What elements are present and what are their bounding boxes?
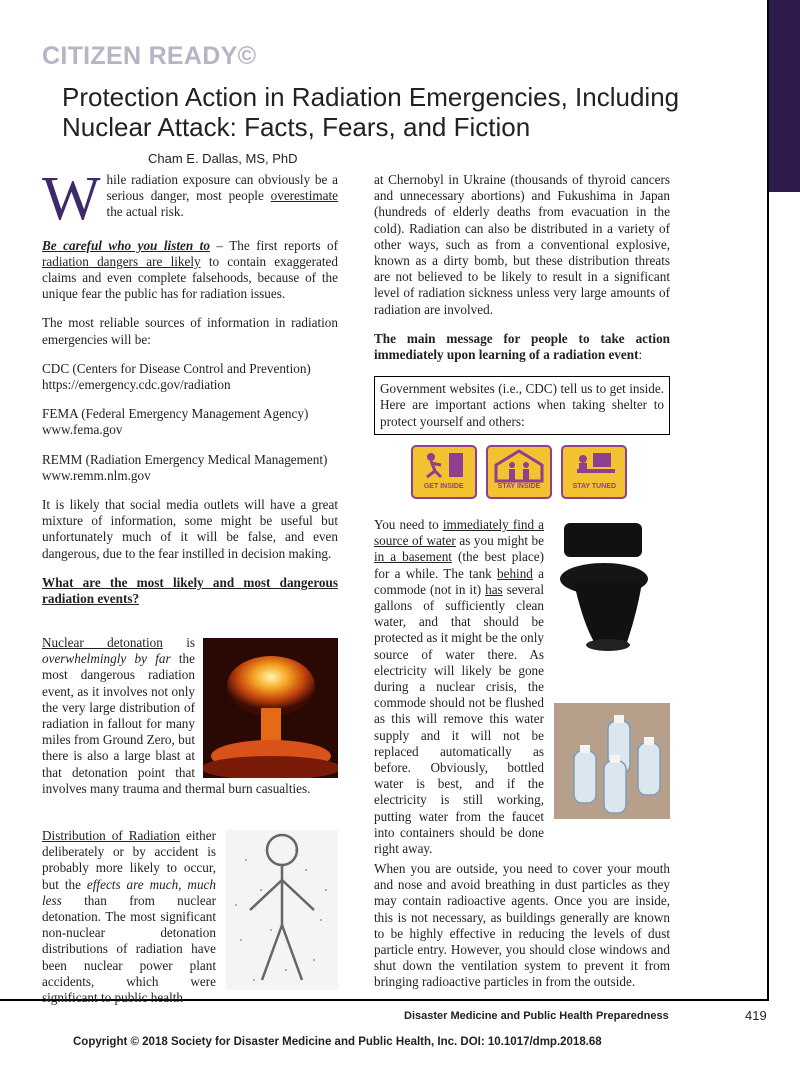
- left-column: [42, 165, 338, 620]
- water-images: [554, 517, 670, 823]
- stay-tuned-icon: STAY TUNED: [561, 445, 627, 499]
- sources-intro: The most reliable sources of information in radiation emergencies will be:: [42, 315, 338, 347]
- drop-cap: W: [42, 165, 101, 233]
- copyright: Copyright © 2018 Society for Disaster Medicine and Public Health, Inc. DOI: 10.1017/dmp.2018.68: [73, 1036, 602, 1048]
- remm-link[interactable]: www.remm.nlm.gov: [42, 467, 151, 483]
- cdc-box: Government websites (i.e., CDC) tell us to get inside. Here are important actions when taking shelter to protect yourself and others:: [374, 376, 670, 435]
- shelter-icons: [374, 445, 670, 499]
- distribution-paragraph: Distribution of Radiation either deliberately or by accident is probably more likely to occur, but the effects are much, much less than from nuclear detonation. The most significant non-nuclear detonation distributions of radiation have been nuclear power plant accidents, which were significant to public health: [42, 828, 338, 1006]
- source-remm: REMM (Radiation Emergency Medical Management) www.remm.nlm.gov: [42, 451, 328, 483]
- outside-paragraph: When you are outside, you need to cover your mouth and nose and avoid breathing in dust particles as they may contain radioactive agents. Once you are inside, this is not necessary, as buildings generally are known to be highly effective in reducing the levels of dust particle entry. However, you should close windows and shut down the ventilation system to prevent it from bringing radioactive particles in from the outside.: [374, 861, 670, 990]
- radiation-figure-image: [226, 830, 338, 990]
- source-cdc: CDC (Centers for Disease Control and Prevention) https://emergency.cdc.gov/radiation: [42, 360, 311, 393]
- journal-name: Disaster Medicine and Public Health Preparedness: [404, 1010, 669, 1022]
- water-bottles-image: [554, 703, 670, 819]
- toilet-image: [554, 517, 670, 657]
- intro-paragraph: While radiation exposure can obviously be a serious danger, most people overestimate the actual risk.: [42, 165, 338, 233]
- fema-link[interactable]: www.fema.gov: [42, 422, 123, 438]
- source-fema: FEMA (Federal Emergency Management Agency) www.fema.gov: [42, 406, 309, 438]
- brand-label: CITIZEN READY©: [42, 42, 257, 70]
- vertical-rule: [767, 0, 769, 1001]
- page-number: 419: [745, 1008, 767, 1023]
- nuclear-paragraph: Nuclear detonation is overwhelmingly by far the most dangerous radiation event, as it involves not only the very large distribution of radiation in fallout for many miles from Ground Zero, but there is also a large blast at that detonation point that involves many trauma and thermal burn casualties.: [42, 635, 338, 797]
- accent-bar: [768, 0, 800, 192]
- events-heading: What are the most likely and most dangerous radiation events?: [42, 574, 338, 607]
- article-title: Protection Action in Radiation Emergencies, Including Nuclear Attack: Facts, Fears, and Fiction: [62, 82, 680, 142]
- main-message: The main message for people to take action immediately upon learning of a radiation event:: [374, 330, 670, 363]
- water-paragraph: You need to immediately find a source of water as you might be in a basement (the best place) for a while. The tank behind a commode (not in it) has several gallons of sufficiently clean water, and that should be protected as it might be the only source of water there. As electricity will likely be gone during a nuclear crisis, the commode should not be flushed as this will remove this water supply and it will not be replaced automatically as before. Obviously, bottled water is best, and if the electricity is still working, putting water from the faucet into containers should be done right away.: [374, 517, 670, 857]
- nuclear-explosion-image: [203, 638, 338, 778]
- careful-paragraph: Be careful who you listen to – The first reports of radiation dangers are likely to contain exaggerated claims and even complete falsehoods, because of the unique fear the public has for radiation issues.: [42, 237, 338, 302]
- chernobyl-paragraph: at Chernobyl in Ukraine (thousands of thyroid cancers and unnecessary abortions) and Fukushima in Japan (hundreds of elderly deaths from evacuation in the cold). Radiation can also be distributed in a variety of other ways, such as from a conventional explosive, known as a dirty bomb, but these distribution threats are not believed to be likely to result in a significant level of radiation sickness unless very large amounts of radiation are involved.: [374, 172, 670, 317]
- author: Cham E. Dallas, MS, PhD: [148, 151, 298, 166]
- cdc-link[interactable]: https://emergency.cdc.gov/radiation: [42, 377, 231, 393]
- right-column: [374, 172, 670, 514]
- social-paragraph: It is likely that social media outlets will have a great mixture of information, some might be useful but unfortunately much of it will be false, and even dangerous, due to the fear instilled in decision making.: [42, 497, 338, 561]
- stay-inside-icon: STAY INSIDE: [486, 445, 552, 499]
- get-inside-icon: GET INSIDE: [411, 445, 477, 499]
